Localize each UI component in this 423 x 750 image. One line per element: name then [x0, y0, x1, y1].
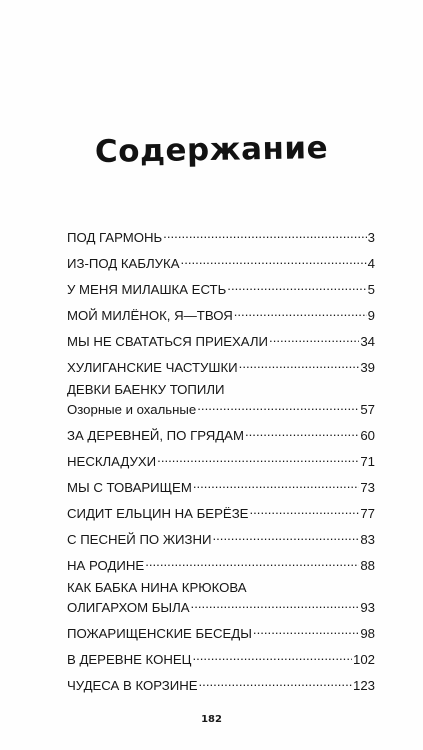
toc-entry — [67, 382, 375, 417]
toc-entry — [67, 528, 375, 547]
dot-leader — [239, 356, 360, 372]
toc-entry-title: НА РОДИНЕ — [67, 558, 145, 573]
toc-entry-title: ОЛИГАРХОМ БЫЛА — [67, 600, 190, 615]
dot-leader — [163, 226, 366, 242]
toc-entry-title: МЫ С ТОВАРИЩЕМ — [67, 480, 192, 495]
toc-entry-title: В ДЕРЕВНЕ КОНЕЦ — [67, 652, 192, 667]
toc-entry-title-line1: КАК БАБКА НИНА КРЮКОВА — [67, 580, 247, 595]
dot-leader — [197, 398, 359, 414]
page-title: Содержание — [94, 129, 329, 171]
toc-entry-page: 71 — [360, 454, 375, 469]
toc-entry-page: 60 — [360, 428, 375, 443]
toc-entry — [67, 304, 375, 323]
toc-entry-page: 4 — [367, 256, 375, 271]
dot-leader — [181, 252, 367, 268]
toc-entry-page: 98 — [360, 626, 375, 641]
toc-entry-page: 9 — [367, 308, 375, 323]
toc-entry-title: ПОЖАРИЩЕНСКИЕ БЕСЕДЫ — [67, 626, 252, 641]
dot-leader — [191, 596, 360, 612]
toc-entry-title: ПОД ГАРМОНЬ — [67, 230, 163, 245]
toc-entry — [67, 622, 375, 641]
dot-leader — [269, 330, 359, 346]
dot-leader — [234, 304, 367, 320]
toc-entry-page: 34 — [360, 334, 375, 349]
dot-leader — [193, 476, 360, 492]
toc-entry-title: ЧУДЕСА В КОРЗИНЕ — [67, 678, 198, 693]
dot-leader — [227, 278, 366, 294]
toc-entry-title: НЕСКЛАДУХИ — [67, 454, 157, 469]
toc-entry — [67, 648, 375, 667]
dot-leader — [199, 674, 352, 690]
toc-entry-page: 102 — [352, 652, 375, 667]
toc-entry-title: ИЗ-ПОД КАБЛУКА — [67, 256, 180, 271]
toc-entry-title-line1: ДЕВКИ БАЕНКУ ТОПИЛИ — [67, 382, 225, 397]
dot-leader — [192, 648, 352, 664]
toc-entry-title: У МЕНЯ МИЛАШКА ЕСТЬ — [67, 282, 227, 297]
page-number: 182 — [201, 714, 222, 725]
toc-entry — [67, 356, 375, 375]
toc-entry — [67, 450, 375, 469]
toc-entry-title: ХУЛИГАНСКИЕ ЧАСТУШКИ — [67, 360, 238, 375]
toc-entry — [67, 580, 375, 615]
toc-entry-title: С ПЕСНЕЙ ПО ЖИЗНИ — [67, 532, 212, 547]
toc-entry — [67, 226, 375, 245]
toc-entry-page: 57 — [360, 402, 375, 417]
toc-entry-page: 93 — [360, 600, 375, 615]
toc-entry-page: 3 — [367, 230, 375, 245]
toc-entry — [67, 476, 375, 495]
toc-entry — [67, 330, 375, 349]
toc-entry-page: 123 — [352, 678, 375, 693]
toc-entry-page: 5 — [367, 282, 375, 297]
toc-entry — [67, 502, 375, 521]
toc-entry-title: МЫ НЕ СВАТАТЬСЯ ПРИЕХАЛИ — [67, 334, 269, 349]
toc-entry — [67, 278, 375, 297]
dot-leader — [145, 554, 359, 570]
toc-entry — [67, 554, 375, 573]
toc-entry-page: 39 — [360, 360, 375, 375]
toc-entry-title: ЗА ДЕРЕВНЕЙ, ПО ГРЯДАМ — [67, 428, 244, 443]
table-of-contents — [67, 226, 375, 693]
dot-leader — [245, 424, 359, 440]
toc-entry — [67, 424, 375, 443]
toc-entry — [67, 674, 375, 693]
dot-leader — [212, 528, 359, 544]
dot-leader — [249, 502, 359, 518]
toc-entry-title: СИДИТ ЕЛЬЦИН НА БЕРЁЗЕ — [67, 506, 249, 521]
dot-leader — [253, 622, 359, 638]
toc-entry-page: 73 — [360, 480, 375, 495]
toc-entry-page: 77 — [360, 506, 375, 521]
toc-entry-title: МОЙ МИЛЁНОК, Я—ТВОЯ — [67, 308, 233, 323]
toc-entry-page: 88 — [360, 558, 375, 573]
toc-entry-title: Озорные и охальные — [67, 402, 197, 417]
toc-entry — [67, 252, 375, 271]
dot-leader — [157, 450, 359, 466]
toc-entry-page: 83 — [360, 532, 375, 547]
